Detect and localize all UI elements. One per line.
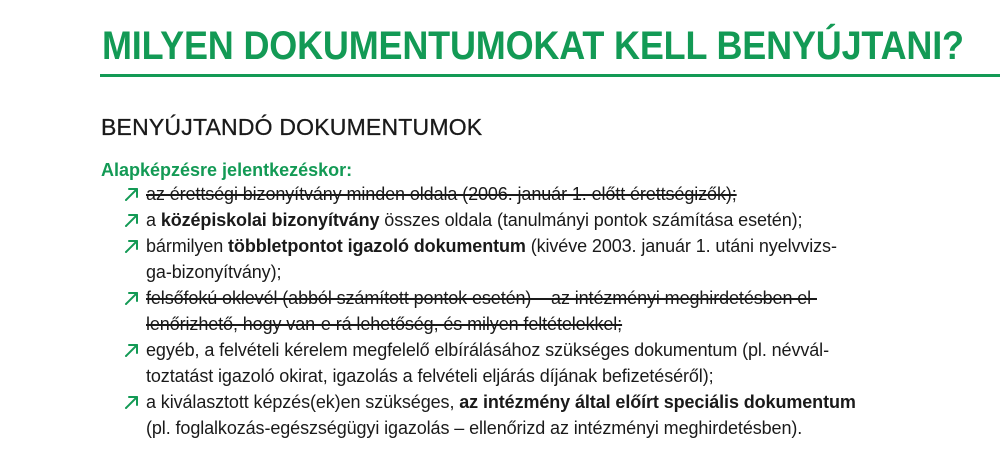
page-title: MILYEN DOKUMENTUMOKAT KELL BENYÚJTANI? — [102, 24, 964, 68]
north-east-arrow-icon — [124, 186, 140, 202]
section-heading: BENYÚJTANDÓ DOKUMENTUMOK — [101, 114, 483, 140]
north-east-arrow-icon — [124, 212, 140, 228]
list-item-text: lenőrizhető, hogy van-e rá lehetőség, és milyen feltételekkel; — [146, 314, 623, 334]
list-item — [100, 233, 900, 285]
list-item-text: (kivéve 2003. január 1. utáni nyelvvizs- — [525, 236, 837, 256]
list-item-line — [146, 311, 900, 337]
list-item-text: a — [146, 210, 161, 230]
list-item — [100, 389, 900, 441]
list-item-line — [146, 337, 900, 363]
list-item-line — [146, 285, 900, 311]
north-east-arrow-icon — [124, 290, 140, 306]
list-item-emphasis: többletpontot igazoló dokumentum — [228, 236, 526, 256]
north-east-arrow-icon — [124, 238, 140, 254]
list-item-line — [146, 207, 900, 233]
list-item-line — [146, 233, 900, 259]
north-east-arrow-icon — [124, 394, 140, 410]
list-item-line — [146, 415, 900, 441]
list-item-line — [146, 181, 900, 207]
title-divider — [100, 74, 1000, 77]
north-east-arrow-icon — [124, 342, 140, 358]
list-item-line — [146, 259, 900, 285]
list-item — [100, 285, 900, 337]
list-item-text: az érettségi bizonyítvány minden oldala (2006. január 1. előtt érettségizők); — [146, 184, 737, 204]
list-item-emphasis: középiskolai bizonyítvány — [160, 210, 380, 230]
list-item — [100, 337, 900, 389]
list-item-text: (pl. foglalkozás-egészségügyi igazolás – ellenőrizd az intézményi meghirdetésben). — [146, 418, 803, 438]
subheading: Alapképzésre jelentkezéskor: — [101, 160, 353, 180]
list-item-text: egyéb, a felvételi kérelem megfelelő elbírálásához szükséges dokumentum (pl. névvál- — [146, 340, 829, 360]
list-item-text: toztatást igazoló okirat, igazolás a felvételi eljárás díjának befizetéséről); — [146, 366, 714, 386]
list-item-text: ga-bizonyítvány); — [146, 262, 282, 282]
list-item-emphasis: az intézmény által előírt speciális dokumentum — [459, 392, 856, 412]
list-item-text: bármilyen — [146, 236, 229, 256]
list-item-line — [146, 389, 900, 415]
list-item — [100, 181, 900, 207]
list-item-text: összes oldala (tanulmányi pontok számítása esetén); — [379, 210, 803, 230]
list-item — [100, 207, 900, 233]
list-item-text: a kiválasztott képzés(ek)en szükséges, — [146, 392, 460, 412]
list-item-line — [146, 363, 900, 389]
list-item-text: felsőfokú oklevél (abból számított pontok esetén) – az intézményi meghirdetésben el- — [146, 288, 817, 308]
document-list — [100, 181, 900, 441]
